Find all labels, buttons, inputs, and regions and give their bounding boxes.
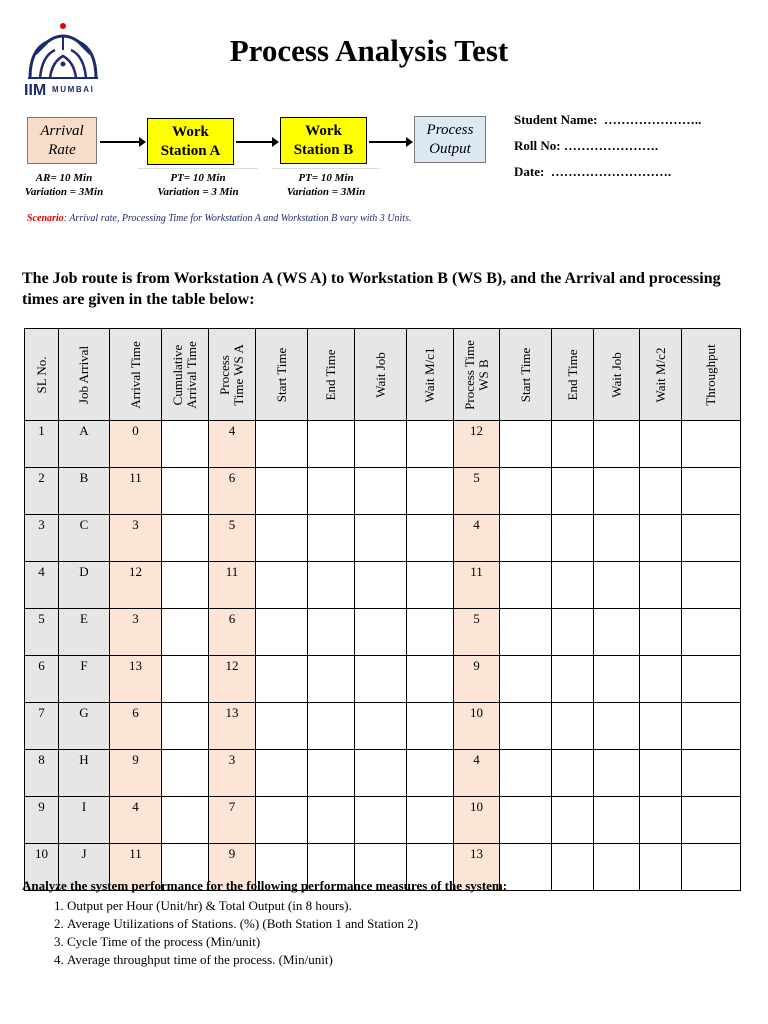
column-header-line: Arrival Time xyxy=(127,340,143,409)
table-cell[interactable] xyxy=(682,703,741,750)
table-cell[interactable] xyxy=(594,609,640,656)
column-header-line: Time WS A xyxy=(231,343,246,406)
table-cell[interactable] xyxy=(552,797,594,844)
column-header-line: SL No. xyxy=(33,355,49,394)
table-cell: 5 xyxy=(25,609,59,656)
table-cell: 5 xyxy=(454,609,500,656)
wsb-line-2: Station B xyxy=(293,141,354,158)
table-cell[interactable] xyxy=(308,468,355,515)
table-cell: 12 xyxy=(454,421,500,468)
scenario-label: Scenario xyxy=(27,213,64,224)
table-cell: 6 xyxy=(209,468,256,515)
student-name-label: Student Name: xyxy=(514,112,598,127)
column-header xyxy=(256,329,308,421)
output-line-1: Process xyxy=(426,121,474,138)
measure-item: 4. Average throughput time of the process. (Min/unit) xyxy=(67,951,418,969)
table-cell[interactable] xyxy=(256,515,308,562)
table-cell[interactable] xyxy=(256,609,308,656)
wsa-line-1: Work xyxy=(172,123,209,140)
column-header-text xyxy=(519,347,533,402)
table-cell[interactable] xyxy=(594,750,640,797)
wsb-param-2: Variation = 3Min xyxy=(286,186,366,198)
table-cell[interactable] xyxy=(308,515,355,562)
table-cell[interactable] xyxy=(552,515,594,562)
table-row xyxy=(25,703,741,750)
table-cell[interactable] xyxy=(256,468,308,515)
table-cell[interactable] xyxy=(682,562,741,609)
table-cell[interactable] xyxy=(640,750,682,797)
student-name-blank[interactable]: ………………….. xyxy=(603,112,702,127)
table-cell: 10 xyxy=(454,797,500,844)
table-cell[interactable] xyxy=(256,562,308,609)
table-row xyxy=(25,421,741,468)
table-cell[interactable] xyxy=(355,468,407,515)
table-body xyxy=(25,421,741,891)
table-cell[interactable] xyxy=(640,703,682,750)
table-cell[interactable] xyxy=(355,562,407,609)
table-cell: B xyxy=(59,468,110,515)
table-cell[interactable] xyxy=(500,562,552,609)
table-row xyxy=(25,515,741,562)
process-table xyxy=(24,328,741,891)
table-cell: 11 xyxy=(110,468,162,515)
table-cell[interactable] xyxy=(500,844,552,891)
table-cell: I xyxy=(59,797,110,844)
column-header xyxy=(500,329,552,421)
table-cell: 10 xyxy=(25,844,59,891)
table-cell[interactable] xyxy=(407,468,454,515)
table-cell: 9 xyxy=(209,844,256,891)
table-cell[interactable] xyxy=(500,468,552,515)
table-cell[interactable] xyxy=(552,609,594,656)
table-cell[interactable] xyxy=(640,421,682,468)
table-cell: 12 xyxy=(209,656,256,703)
wsa-param-2: Variation = 3 Min xyxy=(157,186,239,198)
column-header-line: Cumulative xyxy=(170,344,185,405)
table-cell[interactable] xyxy=(308,797,355,844)
workstation-b-box xyxy=(280,117,367,164)
table-cell: 3 xyxy=(209,750,256,797)
table-cell[interactable] xyxy=(682,421,741,468)
table-cell[interactable] xyxy=(355,421,407,468)
table-cell[interactable] xyxy=(308,750,355,797)
scenario-text: : Arrival rate, Processing Time for Workstation A and Workstation B vary with 3 Units. xyxy=(63,213,412,224)
wsa-params xyxy=(138,168,258,199)
table-cell: 11 xyxy=(454,562,500,609)
table-cell[interactable] xyxy=(407,515,454,562)
table-cell[interactable] xyxy=(552,844,594,891)
table-cell: 13 xyxy=(110,656,162,703)
column-header-text xyxy=(704,344,718,405)
table-row xyxy=(25,797,741,844)
table-cell[interactable] xyxy=(640,844,682,891)
table-cell: 5 xyxy=(209,515,256,562)
table-cell: H xyxy=(59,750,110,797)
wsb-line-1: Work xyxy=(305,122,342,139)
table-cell[interactable] xyxy=(594,515,640,562)
arrow-wsb-to-output xyxy=(369,141,411,143)
table-cell: J xyxy=(59,844,110,891)
table-cell: 12 xyxy=(110,562,162,609)
table-cell[interactable] xyxy=(407,750,454,797)
table-cell[interactable] xyxy=(640,468,682,515)
table-row xyxy=(25,468,741,515)
table-cell[interactable] xyxy=(594,421,640,468)
analyze-heading: Analyze the system performance for the following performance measures of the system: xyxy=(22,878,508,893)
column-header xyxy=(25,329,59,421)
column-header-line: Job Arrival xyxy=(76,345,91,404)
table-cell[interactable] xyxy=(594,703,640,750)
table-cell[interactable] xyxy=(500,750,552,797)
table-cell[interactable] xyxy=(162,515,209,562)
table-cell: 9 xyxy=(454,656,500,703)
table-cell[interactable] xyxy=(682,515,741,562)
table-cell: 7 xyxy=(209,797,256,844)
table-cell[interactable] xyxy=(407,562,454,609)
table-cell[interactable] xyxy=(552,750,594,797)
measure-item: 1. Output per Hour (Unit/hr) & Total Output (in 8 hours). xyxy=(67,897,418,915)
table-cell[interactable] xyxy=(162,750,209,797)
wsa-param-1: PT= 10 Min xyxy=(170,172,226,184)
arrow-arrival-to-wsa xyxy=(100,141,144,143)
table-cell: A xyxy=(59,421,110,468)
table-cell: 4 xyxy=(110,797,162,844)
table-cell: 3 xyxy=(110,609,162,656)
column-header-line: WS B xyxy=(475,358,491,391)
table-cell: E xyxy=(59,609,110,656)
wsb-param-1: PT= 10 Min xyxy=(298,172,354,184)
column-header xyxy=(355,329,407,421)
table-cell[interactable] xyxy=(640,797,682,844)
table-cell[interactable] xyxy=(594,844,640,891)
column-header-text xyxy=(566,349,580,400)
table-cell[interactable] xyxy=(355,750,407,797)
table-cell: 4 xyxy=(209,421,256,468)
table-cell[interactable] xyxy=(552,656,594,703)
table-cell[interactable] xyxy=(500,609,552,656)
column-header-line: Wait M/c2 xyxy=(652,347,668,402)
table-cell[interactable] xyxy=(355,515,407,562)
measure-item: 2. Average Utilizations of Stations. (%) (Both Station 1 and Station 2) xyxy=(67,915,418,933)
date-blank[interactable]: ………………………. xyxy=(550,164,672,179)
table-cell: G xyxy=(59,703,110,750)
table-cell[interactable] xyxy=(256,421,308,468)
date-field xyxy=(514,164,671,180)
table-cell[interactable] xyxy=(500,703,552,750)
column-header-line: Start Time xyxy=(517,347,533,402)
column-header-line: End Time xyxy=(564,349,580,400)
column-header xyxy=(110,329,162,421)
table-cell[interactable] xyxy=(308,703,355,750)
table-cell[interactable] xyxy=(594,656,640,703)
table-cell[interactable] xyxy=(308,562,355,609)
table-cell[interactable] xyxy=(640,515,682,562)
table-cell[interactable] xyxy=(682,656,741,703)
table-cell: 6 xyxy=(209,609,256,656)
column-header-text xyxy=(275,347,289,402)
column-header-line: End Time xyxy=(323,349,338,400)
column-header xyxy=(407,329,454,421)
wsa-line-2: Station A xyxy=(160,142,221,159)
arrival-rate-box xyxy=(27,117,97,164)
roll-no-blank[interactable]: …………………. xyxy=(563,138,659,153)
table-cell: 13 xyxy=(454,844,500,891)
table-cell[interactable] xyxy=(162,562,209,609)
measure-item: 3. Cycle Time of the process (Min/unit) xyxy=(67,933,418,951)
column-header xyxy=(682,329,741,421)
table-cell: 6 xyxy=(25,656,59,703)
table-cell[interactable] xyxy=(256,656,308,703)
workstation-a-box xyxy=(147,118,234,165)
table-cell[interactable] xyxy=(162,656,209,703)
logo-mumbai-text: MUMBAI xyxy=(52,85,95,94)
column-header-text xyxy=(324,349,338,400)
table-cell: 2 xyxy=(25,468,59,515)
table-cell: C xyxy=(59,515,110,562)
table-cell[interactable] xyxy=(640,656,682,703)
table-cell[interactable] xyxy=(162,703,209,750)
table-row xyxy=(25,609,741,656)
table-cell[interactable] xyxy=(640,609,682,656)
table-cell: D xyxy=(59,562,110,609)
table-cell: 6 xyxy=(110,703,162,750)
column-header-text xyxy=(77,345,91,403)
table-cell[interactable] xyxy=(500,656,552,703)
roll-no-label: Roll No: xyxy=(514,138,561,153)
table-cell[interactable] xyxy=(407,609,454,656)
column-header-text xyxy=(35,356,49,393)
table-cell[interactable] xyxy=(682,844,741,891)
measures-list xyxy=(22,897,418,969)
table-cell[interactable] xyxy=(407,703,454,750)
table-cell[interactable] xyxy=(682,468,741,515)
table-header-row xyxy=(25,329,741,421)
table-cell: 8 xyxy=(25,750,59,797)
column-header-line: Process Time xyxy=(461,339,477,410)
column-header-text xyxy=(374,352,388,398)
column-header-line: Wait Job xyxy=(372,351,388,398)
column-header-text xyxy=(463,340,491,410)
column-header-text xyxy=(218,344,246,405)
table-cell[interactable] xyxy=(308,421,355,468)
table-cell: 10 xyxy=(454,703,500,750)
table-cell: 13 xyxy=(209,703,256,750)
column-header-line: Wait M/c1 xyxy=(422,347,437,402)
table-cell[interactable] xyxy=(552,421,594,468)
table-cell[interactable] xyxy=(407,421,454,468)
table-cell: 7 xyxy=(25,703,59,750)
table-cell[interactable] xyxy=(355,656,407,703)
table-row xyxy=(25,562,741,609)
column-header-line: Start Time xyxy=(273,347,289,402)
arrival-param-1: AR= 10 Min xyxy=(35,172,93,184)
column-header xyxy=(640,329,682,421)
table-cell[interactable] xyxy=(308,656,355,703)
table-cell[interactable] xyxy=(640,562,682,609)
column-header-text xyxy=(129,341,143,409)
date-label: Date: xyxy=(514,164,545,179)
table-cell: 9 xyxy=(110,750,162,797)
output-line-2: Output xyxy=(429,140,471,157)
column-header-line: Process xyxy=(217,354,232,395)
arrival-param-2: Variation = 3Min xyxy=(24,186,104,198)
wsb-params xyxy=(272,168,380,199)
table-cell[interactable] xyxy=(162,797,209,844)
table-cell: 11 xyxy=(209,562,256,609)
arrival-line-2: Rate xyxy=(48,141,76,158)
table-cell[interactable] xyxy=(552,562,594,609)
table-cell[interactable] xyxy=(355,609,407,656)
process-output-box xyxy=(414,116,486,163)
table-cell[interactable] xyxy=(682,797,741,844)
table-cell[interactable] xyxy=(682,609,741,656)
table-cell[interactable] xyxy=(552,468,594,515)
table-cell[interactable] xyxy=(682,750,741,797)
column-header-text xyxy=(171,341,199,409)
column-header xyxy=(209,329,256,421)
intro-paragraph: The Job route is from Workstation A (WS A) to Workstation B (WS B), and the Arrival and processing times are given in the table below: xyxy=(22,270,721,308)
table-cell: 1 xyxy=(25,421,59,468)
logo-iim-text: IIM xyxy=(24,82,47,99)
table-cell[interactable] xyxy=(500,797,552,844)
table-cell: 5 xyxy=(454,468,500,515)
column-header-text xyxy=(423,347,437,402)
table-cell[interactable] xyxy=(594,797,640,844)
table-cell[interactable] xyxy=(256,703,308,750)
table-cell[interactable] xyxy=(355,703,407,750)
column-header xyxy=(308,329,355,421)
table-cell: 3 xyxy=(25,515,59,562)
table-cell[interactable] xyxy=(500,421,552,468)
table-cell[interactable] xyxy=(407,797,454,844)
roll-no-field xyxy=(514,138,658,154)
arrival-params xyxy=(14,171,114,199)
table-row xyxy=(25,656,741,703)
column-header-line: Arrival Time xyxy=(184,340,199,409)
table-cell[interactable] xyxy=(162,468,209,515)
column-header xyxy=(162,329,209,421)
table-cell: 4 xyxy=(454,515,500,562)
table-cell[interactable] xyxy=(355,797,407,844)
table-cell[interactable] xyxy=(256,750,308,797)
table-cell[interactable] xyxy=(594,468,640,515)
column-header xyxy=(552,329,594,421)
table-cell: 9 xyxy=(25,797,59,844)
page-title: Process Analysis Test xyxy=(229,33,509,68)
table-cell[interactable] xyxy=(308,609,355,656)
table-cell: 11 xyxy=(110,844,162,891)
column-header xyxy=(454,329,500,421)
table-cell[interactable] xyxy=(407,656,454,703)
student-name-field xyxy=(514,112,701,128)
arrow-wsa-to-wsb xyxy=(236,141,277,143)
table-row xyxy=(25,750,741,797)
column-header-text xyxy=(654,347,668,402)
arrival-line-1: Arrival xyxy=(40,122,84,139)
column-header-line: Wait Job xyxy=(608,351,624,398)
table-cell: 0 xyxy=(110,421,162,468)
column-header-text xyxy=(610,352,624,398)
column-header xyxy=(59,329,110,421)
table-cell[interactable] xyxy=(500,515,552,562)
table-cell[interactable] xyxy=(594,562,640,609)
table-cell: F xyxy=(59,656,110,703)
table-cell[interactable] xyxy=(256,797,308,844)
table-cell[interactable] xyxy=(162,421,209,468)
table-cell: 3 xyxy=(110,515,162,562)
column-header-line: Throughput xyxy=(703,343,718,406)
table-cell[interactable] xyxy=(552,703,594,750)
table-cell[interactable] xyxy=(162,609,209,656)
table-cell: 4 xyxy=(454,750,500,797)
column-header xyxy=(594,329,640,421)
table-cell: 4 xyxy=(25,562,59,609)
scenario-note xyxy=(27,213,411,224)
